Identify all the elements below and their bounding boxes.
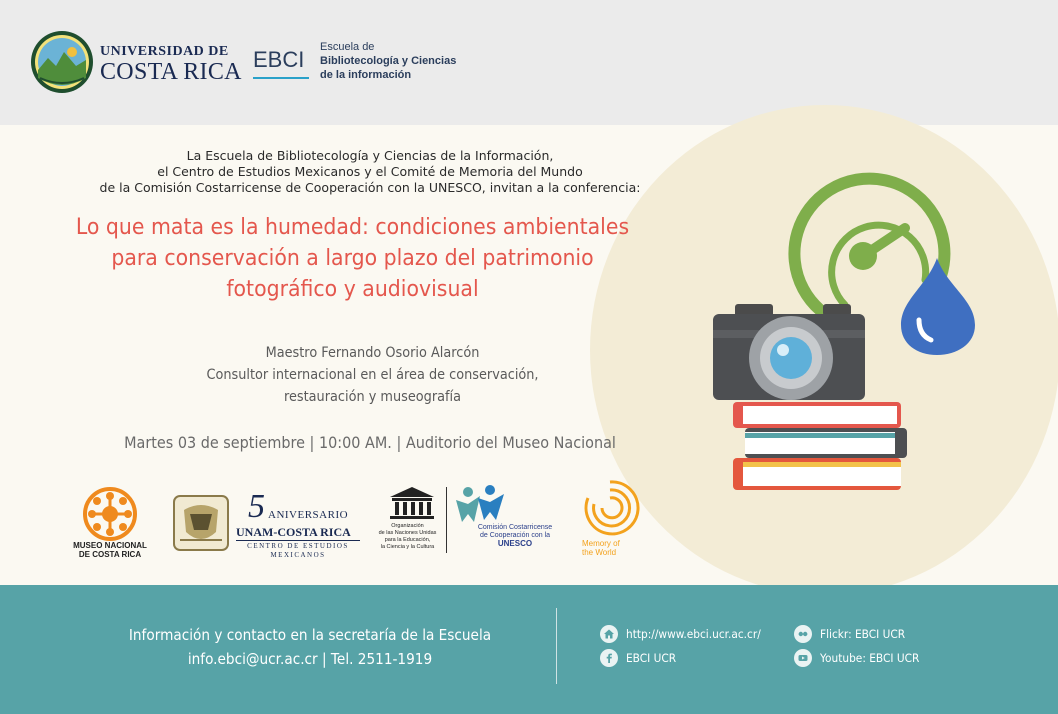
cccu-line3: UNESCO [497,539,533,548]
unesco-org-line3: para la Educación, [384,537,431,543]
unam-sub-line2: MEXICANOS [270,551,326,559]
camera-icon [713,304,865,400]
conservation-illustration [705,170,1005,500]
university-name-line2: COSTA RICA [100,59,242,85]
unesco-org-line2: de las Naciones Unidas [378,530,437,536]
facebook-link[interactable] [600,649,680,667]
memory-of-the-world-icon [580,478,640,538]
intro-line1: La Escuela de Bibliotecología y Ciencias de la Información, [186,148,554,163]
unam-subtitle [236,542,360,560]
unam-sub-line1: CENTRO DE ESTUDIOS [247,542,349,550]
mow-line1: Memory of [582,539,620,548]
footer-phone: Tel. 2511-1919 [330,650,433,668]
speaker-block [159,342,587,408]
ebci-logo: EBCI [253,47,305,72]
footer-info-line: Información y contacto en la secretaría de la Escuela [128,626,492,644]
footer-divider [556,608,557,684]
university-seal-icon [30,30,94,94]
title-line3: fotográfico y audiovisual [226,277,479,302]
conference-title [53,212,653,305]
youtube-label: Youtube: EBCI UCR [820,651,920,665]
title-line2: para conservación a largo plazo del patrimonio [111,246,594,271]
flickr-icon [794,625,812,643]
flickr-link[interactable] [794,625,913,643]
footer-email[interactable]: info.ebci@ucr.ac.cr [187,650,318,668]
memory-of-the-world-name [582,539,620,557]
title-line1: Lo que mata es la humedad: condiciones ambientales [75,215,630,240]
unesco-org-line4: la Ciencia y la Cultura [380,544,435,550]
unesco-organization [370,523,445,551]
university-name-line1: UNIVERSIDAD DE [100,44,229,59]
school-name [320,40,456,82]
intro-line2: el Centro de Estudios Mexicanos y el Comité de Memoria del Mundo [157,164,583,179]
museo-line2: DE COSTA RICA [78,550,142,559]
footer-email-phone [121,647,499,671]
cccu-line2: de Cooperación con la [479,532,551,539]
cccu-people-icon [452,484,508,526]
school-name-line1: Escuela de [320,41,375,53]
unam-anniversary-label: ANIVERSARIO [268,509,349,521]
unesco-divider [446,487,447,553]
museo-line1: MUSEO NACIONAL [73,541,147,550]
university-name [100,45,242,84]
unesco-temple-icon [388,485,436,521]
invitation-intro [40,148,700,196]
home-icon [600,625,618,643]
speaker-role-line2: restauración y museografía [283,389,462,405]
unam-rule [236,540,360,541]
books-icon [733,402,907,490]
mow-line2: the World [582,548,617,557]
facebook-icon [600,649,618,667]
unam-seal-icon [170,492,232,554]
museo-nacional-name [64,541,156,559]
school-name-line2: Bibliotecología y Ciencias [320,55,457,67]
unesco-org-line1: Organización [391,523,424,529]
cccu-line1: Comisión Costarricense [477,524,553,531]
youtube-icon [794,649,812,667]
speaker-name: Maestro Fernando Osorio Alarcón [265,345,480,361]
unam-anniversary-number: 5 [248,488,265,525]
water-drop-icon [901,258,975,355]
unam-name: UNAM-COSTA RICA [236,525,351,539]
cccu-name [470,524,560,548]
footer-separator: | [317,650,331,668]
flickr-label: Flickr: EBCI UCR [820,627,906,641]
website-link[interactable] [600,625,773,643]
footer-contact-info [121,623,499,671]
header-bar [0,0,1058,125]
speaker-role-line1: Consultor internacional en el área de conservación, [206,367,539,383]
ebci-underline [253,77,309,79]
event-details: Martes 03 de septiembre | 10:00 AM. | Auditorio del Museo Nacional [124,433,616,452]
facebook-label: EBCI UCR [626,651,677,665]
museo-nacional-logo [80,486,140,542]
youtube-link[interactable] [794,649,928,667]
school-name-line3: de la información [320,69,412,81]
website-url: http://www.ebci.ucr.ac.cr/ [626,627,761,641]
intro-line3: de la Comisión Costarricense de Cooperación con la UNESCO, invitan a la conferencia: [99,180,641,195]
